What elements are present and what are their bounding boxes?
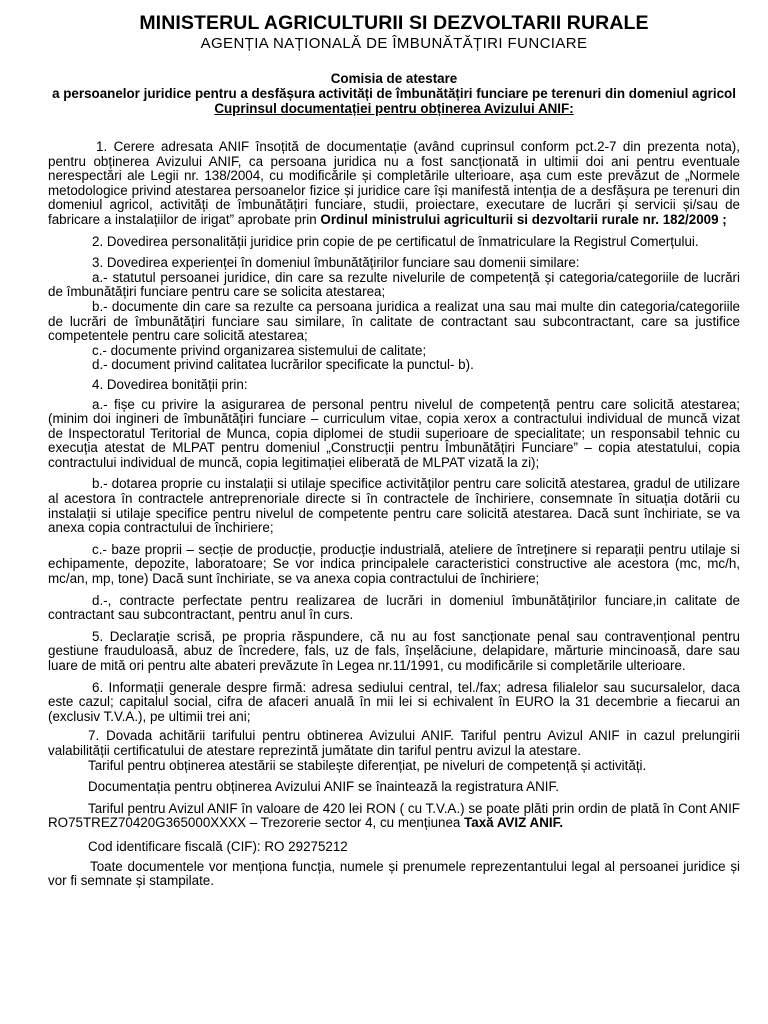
paragraph-4d: d.-, contracte perfectate pentru realizarea de lucrări in domeniul îmbunătățirilor funciare,in calitate de contractant sau subcontractant, pentru anul în curs. [48, 592, 740, 623]
payment-mention: Taxă AVIZ ANIF. [464, 815, 564, 831]
paragraph-6: 6. Informații generale despre firmă: adresa sediului central, tel./fax; adresa filialelor sau sucursalelor, daca este cazul; capitalul social, cifra de afaceri anuală în mii lei si echivalent în EURO la 31 decembrie a fiecarui an (exclusiv T.V.A.), pe ultimii trei ani; [48, 679, 740, 724]
paragraph-9: Documentația pentru obținerea Avizului ANIF se înaintează la registratura ANIF. [88, 779, 559, 795]
paragraph-3a: a.- statutul persoanei juridice, din care sa rezulte nivelurile de competență și categoria/categoriile de lucrări de îmbunătățiri funciare pentru care se solicita atestarea; [48, 269, 740, 300]
agency-title: AGENȚIA NAȚIONALĂ DE ÎMBUNĂTĂȚIRI FUNCIARE [200, 35, 588, 52]
paragraph-10-text: Tariful pentru Avizul ANIF în valoare de 420 lei RON ( cu T.V.A.) se poate plăti prin ordin de plată în Cont ANIF RO75TREZ70420G365000XXXX – Trezorerie sector 4, cu mențiunea [48, 800, 740, 831]
document-title: Cuprinsul documentației pentru obținerea Avizului ANIF: [214, 101, 574, 116]
paragraph-10 [48, 802, 740, 831]
paragraph-4b: b.- dotarea proprie cu instalații si utilaje specifice activităților pentru care solicită atestarea, gradul de utilizare al acestora în contractele antreprenoriale directe si în contractele de închiriere, consemnate în situația dotării cu instalații si utilaje specifice pentru nivelul de competente pentru care solicită atestarea. Dacă sunt închiriate, se va anexa copia contractului de închiriere; [48, 476, 740, 536]
paragraph-3c: c.- documente privind organizarea sistemului de calitate; [92, 342, 427, 358]
paragraph-3: 3. Dovedirea experienței în domeniul îmbunătățirilor funciare sau domenii similare: [92, 255, 580, 271]
paragraph-4c: c.- baze proprii – secție de producție, producție industrială, ateliere de întreținere si reparații pentru utilaje si echipamente, depozite, laboratoare; Se vor indica principalele caracteristici constructive ale acestora (mc, mc/h, mc/an, mp, tone) Dacă sunt închiriate, se va anexa copia contractului de închiriere; [48, 541, 740, 587]
paragraph-12: Toate documentele vor menționa funcția, numele și prenumele reprezentantului legal al persoanei juridice și vor fi semnate și stampilate. [48, 858, 740, 889]
ministry-title: MINISTERUL AGRICULTURII SI DEZVOLTARII RURALE [139, 12, 649, 34]
paragraph-4a: a.- fișe cu privire la asigurarea de personal pentru nivelul de competență pentru care solicită atestarea; (minim doi ingineri de îmbunătățiri funciare – curriculum vitae, copia xerox a contractului individual de muncă vizat de Inspectoratul Teritorial de Munca, copia diplomei de studii superioare de specialitate; un responsabil tehnic cu execuția atestat de MLPAT pentru domeniul „Construcții pentru Îmbunătățiri Funciare” – copia atestatului, copia contractului individual de muncă, copia legitimației eliberată de MLPAT vizată la zi); [48, 396, 740, 470]
commission-subtitle: a persoanelor juridice pentru a desfășura activități de îmbunătățiri funciare pe terenuri din domeniul agricol [52, 86, 736, 101]
paragraph-1 [48, 140, 740, 228]
commission-heading: Comisia de atestare [330, 71, 458, 86]
paragraph-5: 5. Declarație scrisă, pe propria răspundere, că nu au fost sancționate penal sau contravențional pentru gestiune frauduloasă, abuz de încredere, fals, uz de fals, înșelăciune, delapidare, mărturie mincinoasă, dare sau luare de mită ori pentru alte abateri prevăzute în Legea nr.11/1991, cu modificările si completările ulterioare. [48, 628, 740, 673]
fiscal-code: Cod identificare fiscală (CIF): RO 29275212 [88, 838, 348, 854]
paragraph-3b: b.- documente din care sa rezulte ca persoana juridica a realizat una sau mai multe din categoria/categoriile de lucrări de îmbunătățiri funciare sau similare, în calitate de contractant sau subcontractant, care sa justifice competentele pentru care solicită atestarea; [48, 298, 740, 344]
paragraph-1-text: 1. Cerere adresata ANIF însoțită de documentație (având cuprinsul conform pct.2-7 din prezenta nota), pentru obținerea Avizului ANIF, ca persoana juridica nu a fost sancționată in ultimii doi ani pentru eventuale nerespectări ale Legii nr. 138/2004, cu modificările și completările ulterioare, așa cum este prevăzut de „Normele metodologice privind atestarea persoanelor fizice și juridice care își manifestă intenția de a desfășura pe terenuri din domeniul agricol, activități de îmbunătățiri funciare, studii, proiectare, executare de lucrări și servicii și/sau de fabricare a instalațiilor de irigat” aprobate prin [48, 139, 740, 227]
paragraph-7: 7. Dovada achitării tarifului pentru obtinerea Avizului ANIF. Tariful pentru Avizul ANIF in cazul prelungirii valabilității certificatului de atestare reprezintă jumătate din tariful pentru avizul la atestare. [48, 728, 740, 758]
paragraph-8: Tariful pentru obținerea atestării se stabilește diferențiat, pe niveluri de competență și activități. [88, 757, 647, 773]
paragraph-4: 4. Dovedirea bonității prin: [92, 376, 248, 392]
paragraph-2: 2. Dovedirea personalității juridice prin copie de pe certificatul de înmatriculare la Registrul Comerțului. [92, 233, 699, 249]
order-reference: Ordinul ministrului agriculturii si dezvoltarii rurale nr. 182/2009 ; [320, 211, 727, 227]
paragraph-3d: d.- document privind calitatea lucrărilor specificate la punctul- b). [92, 357, 474, 373]
